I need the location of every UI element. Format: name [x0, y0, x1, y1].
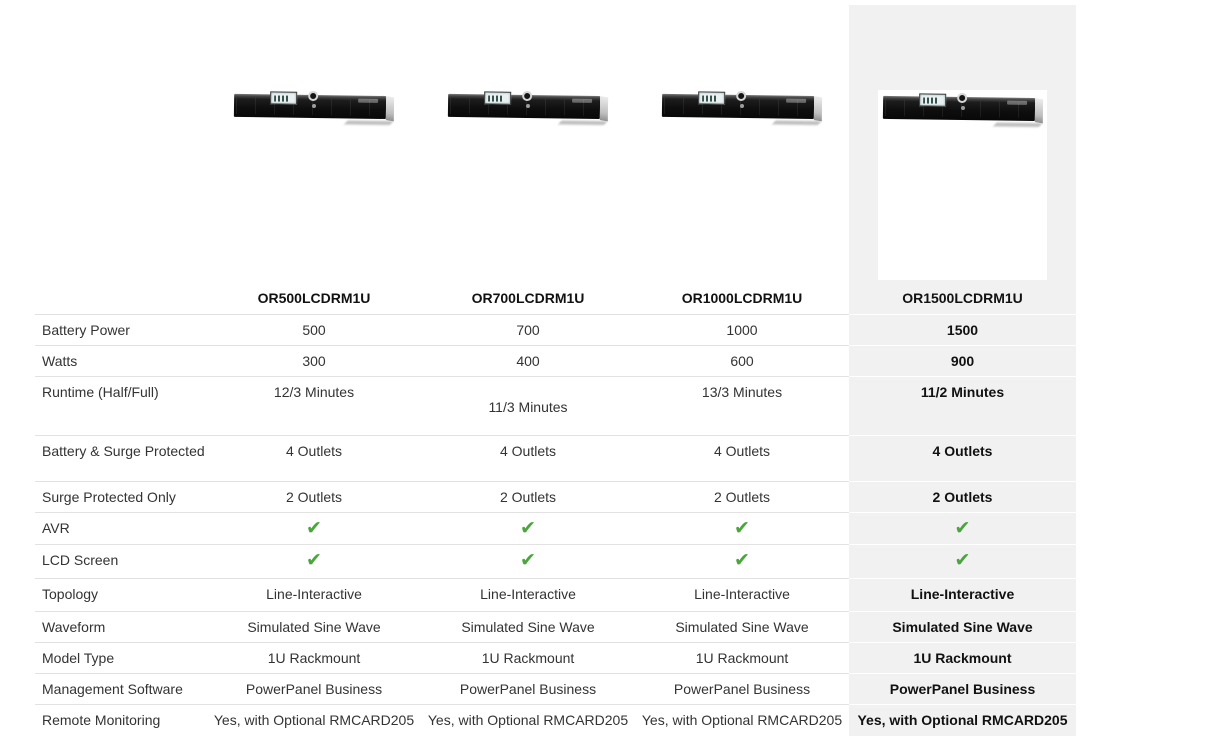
spec-value: Line-Interactive	[480, 585, 576, 602]
spec-value: Simulated Sine Wave	[461, 618, 595, 635]
product-image-cell	[207, 3, 421, 281]
spec-row	[35, 376, 1076, 435]
spec-value-cell	[421, 314, 635, 345]
spec-row	[35, 578, 1076, 611]
spec-value: Line-Interactive	[266, 585, 362, 602]
spec-value-cell	[421, 642, 635, 673]
spec-row	[35, 704, 1076, 736]
spec-value-cell	[635, 314, 849, 345]
spec-value-cell	[635, 704, 849, 736]
spec-value-cell	[207, 611, 421, 642]
check-icon: ✔	[306, 516, 322, 539]
spec-value-cell	[421, 611, 635, 642]
spec-value-cell	[635, 512, 849, 544]
check-icon: ✔	[734, 548, 750, 571]
spec-value-cell	[849, 642, 1076, 673]
spec-value-cell	[421, 544, 635, 578]
spec-value: 1500	[946, 321, 979, 338]
product-image	[234, 86, 395, 126]
spec-value: 1U Rackmount	[481, 649, 575, 666]
spec-value: 600	[730, 352, 754, 369]
product-image-wrap	[234, 88, 394, 126]
ups-status-dot	[740, 103, 744, 107]
highlighted-product-image-box	[878, 90, 1047, 280]
spec-value: Line-Interactive	[910, 585, 1015, 602]
spec-value: 2 Outlets	[713, 488, 771, 505]
ups-power-button	[522, 90, 532, 100]
spec-value-cell	[207, 704, 421, 736]
spec-value-cell	[421, 376, 635, 435]
product-image-cell	[849, 3, 1076, 281]
spec-value: 2 Outlets	[932, 488, 993, 505]
product-model-header: OR1500LCDRM1U	[849, 280, 1076, 314]
spec-value: PowerPanel Business	[245, 680, 383, 697]
spec-value: Simulated Sine Wave	[675, 618, 809, 635]
product-image	[662, 86, 823, 126]
spec-value: 11/2 Minutes	[920, 383, 1005, 400]
product-model-header: OR700LCDRM1U	[421, 280, 635, 314]
spec-value-cell	[635, 435, 849, 481]
spec-row	[35, 611, 1076, 642]
spec-value-cell	[635, 345, 849, 376]
row-label: Battery Power	[35, 314, 207, 345]
spec-value: 11/3 Minutes	[488, 398, 568, 415]
row-label: Surge Protected Only	[35, 481, 207, 512]
spec-value-cell	[207, 435, 421, 481]
spec-value-cell	[207, 578, 421, 611]
spec-value-cell	[849, 376, 1076, 435]
ups-power-button	[957, 93, 967, 103]
ups-shadow	[558, 120, 607, 125]
ups-lcd-screen	[270, 91, 297, 104]
spec-value-cell	[421, 673, 635, 704]
spec-value: 12/3 Minutes	[273, 383, 355, 400]
spec-value-cell	[635, 578, 849, 611]
check-icon: ✔	[954, 516, 971, 539]
row-label: Model Type	[35, 642, 207, 673]
spec-row	[35, 544, 1076, 578]
spec-value-cell	[635, 376, 849, 435]
row-label: Topology	[35, 578, 207, 611]
spec-value-cell	[421, 578, 635, 611]
spec-value-cell	[849, 704, 1076, 736]
ups-power-button	[736, 90, 746, 100]
spec-row	[35, 314, 1076, 345]
ups-end-cap	[814, 96, 822, 121]
product-image-wrap	[883, 90, 1043, 128]
spec-value-cell	[635, 544, 849, 578]
check-icon: ✔	[520, 516, 536, 539]
spec-value: 4 Outlets	[285, 442, 343, 459]
row-label: Runtime (Half/Full)	[35, 376, 207, 435]
ups-shadow	[993, 122, 1042, 127]
product-model-header: OR500LCDRM1U	[207, 280, 421, 314]
ups-brand-logo	[1007, 101, 1027, 105]
spec-value-cell	[849, 345, 1076, 376]
ups-end-cap	[386, 96, 394, 121]
ups-shadow	[772, 120, 821, 125]
spec-value: Yes, with Optional RMCARD205	[857, 711, 1068, 728]
ups-power-button	[308, 90, 318, 100]
ups-end-cap	[1034, 98, 1042, 123]
spec-value-cell	[849, 578, 1076, 611]
spec-value: PowerPanel Business	[459, 680, 597, 697]
spec-value-cell	[635, 673, 849, 704]
spec-value-cell	[849, 435, 1076, 481]
ups-lcd-screen	[919, 93, 946, 106]
ups-lcd-screen	[698, 91, 725, 104]
spec-value: PowerPanel Business	[889, 680, 1036, 697]
ups-brand-logo	[358, 98, 378, 102]
spec-value: 2 Outlets	[499, 488, 557, 505]
spec-value: 4 Outlets	[932, 442, 993, 459]
spec-value: 700	[516, 321, 540, 338]
spec-value-cell	[635, 642, 849, 673]
spec-value: Line-Interactive	[694, 585, 790, 602]
spec-value: 2 Outlets	[285, 488, 343, 505]
spec-value: 500	[302, 321, 326, 338]
spec-value-cell	[207, 642, 421, 673]
spec-value: Yes, with Optional RMCARD205	[427, 711, 629, 728]
spec-value: 1U Rackmount	[267, 649, 361, 666]
product-images-row	[35, 3, 1076, 281]
row-label: Watts	[35, 345, 207, 376]
ups-status-dot	[526, 103, 530, 107]
row-label: Remote Monitoring	[42, 711, 161, 728]
spec-row	[35, 345, 1076, 376]
spec-value-cell	[421, 435, 635, 481]
spec-value-cell	[849, 544, 1076, 578]
spec-value-cell	[207, 345, 421, 376]
spec-value-cell	[849, 512, 1076, 544]
spec-value: 1U Rackmount	[695, 649, 789, 666]
ups-brand-logo	[786, 98, 806, 102]
spec-value: Yes, with Optional RMCARD205	[641, 711, 843, 728]
spec-value-cell	[635, 611, 849, 642]
product-image	[448, 86, 609, 126]
spec-value-cell	[421, 512, 635, 544]
spec-value: Simulated Sine Wave	[247, 618, 381, 635]
check-icon: ✔	[520, 548, 536, 571]
product-image-cell	[635, 3, 849, 281]
row-label: AVR	[35, 512, 207, 544]
spec-value-cell	[849, 611, 1076, 642]
product-image-wrap	[662, 88, 822, 126]
ups-end-cap	[600, 96, 608, 121]
spec-value-cell	[207, 673, 421, 704]
spec-value: PowerPanel Business	[673, 680, 811, 697]
row-label: Management Software	[35, 673, 207, 704]
spec-value: 4 Outlets	[499, 442, 557, 459]
spec-row	[35, 512, 1076, 544]
ups-shadow	[344, 120, 393, 125]
spec-value-cell	[207, 512, 421, 544]
row-label: LCD Screen	[35, 544, 207, 578]
spec-value: Yes, with Optional RMCARD205	[213, 711, 415, 728]
ups-status-dot	[312, 103, 316, 107]
spec-value-cell	[421, 481, 635, 512]
check-icon: ✔	[954, 548, 971, 571]
spec-row	[35, 435, 1076, 481]
check-icon: ✔	[306, 548, 322, 571]
product-image-cell	[421, 3, 635, 281]
spec-value-cell	[421, 345, 635, 376]
ups-brand-logo	[572, 98, 592, 102]
spec-value-cell	[207, 314, 421, 345]
empty-header-cell	[35, 280, 207, 314]
spec-value: 300	[302, 352, 326, 369]
spec-value-cell	[849, 673, 1076, 704]
product-model-header: OR1000LCDRM1U	[635, 280, 849, 314]
row-label: Waveform	[35, 611, 207, 642]
product-image	[882, 89, 1043, 129]
spec-value-cell	[849, 481, 1076, 512]
spec-value-cell	[635, 481, 849, 512]
row-label: Battery & Surge Protected	[35, 435, 207, 481]
spec-value-cell	[207, 481, 421, 512]
check-icon: ✔	[734, 516, 750, 539]
ups-lcd-screen	[484, 91, 511, 104]
spec-value: 1U Rackmount	[913, 649, 1012, 666]
spec-value: 1000	[726, 321, 758, 338]
comparison-table	[35, 0, 1076, 736]
spec-value-cell	[207, 376, 421, 435]
spec-value-cell	[849, 314, 1076, 345]
spec-value-cell	[207, 544, 421, 578]
model-header-row	[35, 280, 1076, 314]
product-image-wrap	[448, 88, 608, 126]
empty-corner-cell	[35, 3, 207, 281]
spec-row	[35, 673, 1076, 704]
spec-value: 400	[516, 352, 540, 369]
spec-row	[35, 642, 1076, 673]
ups-status-dot	[960, 106, 964, 110]
spec-value: 4 Outlets	[713, 442, 771, 459]
spec-row	[35, 481, 1076, 512]
spec-value-cell	[421, 704, 635, 736]
spec-value: 13/3 Minutes	[701, 383, 783, 400]
spec-value: 900	[950, 352, 975, 369]
spec-value: Simulated Sine Wave	[892, 618, 1033, 635]
